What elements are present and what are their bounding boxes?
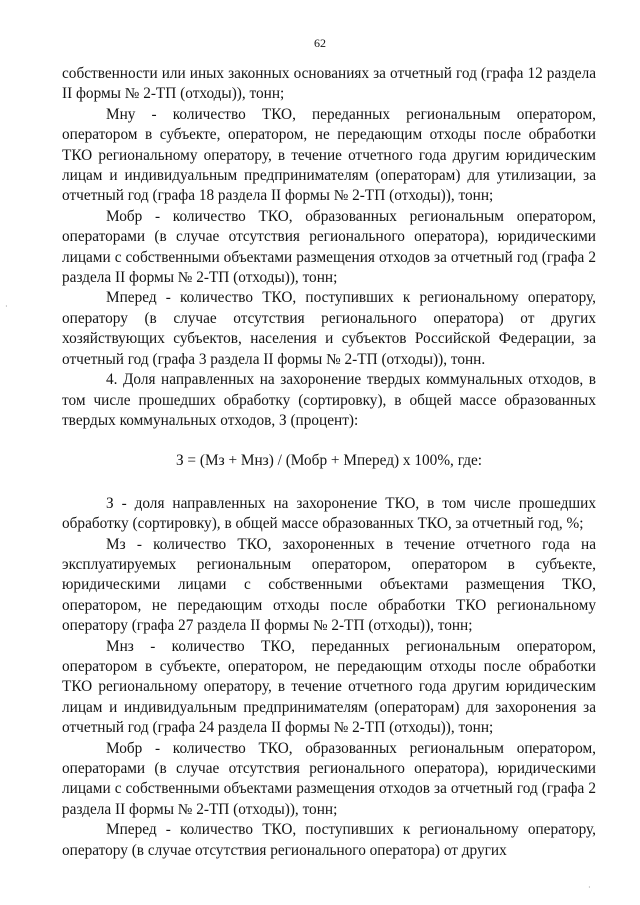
paragraph-mnz-definition: Мнз - количество ТКО, переданных региональным оператором, оператором в субъекте, оператором, не передающим отходы после обработки ТКО региональному оператору, в течение отчетного года другим юридическим лицам и индивидуальным предпринимателям (операторам) для захоронения за отчетный год (графа 24 раздела II формы № 2-ТП (отходы)), тонн;: [62, 637, 596, 737]
paragraph-mobr-definition-2: Мобр - количество ТКО, образованных региональным оператором, операторами (в случае отсутствия регионального оператора), юридическими лицами с собственными объектами размещения отходов за отчетный год (графа 2 раздела II формы № 2-ТП (отходы)), тонн;: [62, 739, 596, 818]
page-number: 62: [314, 36, 326, 50]
paragraph-continuation: собственности или иных законных основаниях за отчетный год (графа 12 раздела II формы № 2-ТП (отходы)), тонн;: [62, 65, 596, 103]
paragraph-mnu-definition: Мну - количество ТКО, переданных региональным оператором, оператором в субъекте, оператором, не передающим отходы после обработки ТКО региональному оператору, в течение отчетного года другим юридическим лицам и индивидуальным предпринимателям (операторам) для утилизации, за отчетный год (графа 18 раздела II формы № 2-ТП (отходы)), тонн;: [62, 105, 596, 205]
document-body: [62, 64, 596, 861]
paragraph-mz-definition: Мз - количество ТКО, захороненных в течение отчетного года на эксплуатируемых региональным оператором, оператором в субъекте, юридическими лицами с собственными объектами размещения ТКО, оператором, не передающим отходы после обработки ТКО региональному оператору (графа 27 раздела II формы № 2-ТП (отходы)), тонн;: [62, 535, 596, 635]
scan-margin-mark: ·: [5, 302, 8, 311]
scan-margin-mark: ·: [588, 883, 591, 892]
formula: З = (Мз + Мнз) / (Мобр + Мперед) х 100%, где:: [175, 452, 483, 470]
paragraph-mpered-definition: Мперед - количество ТКО, поступивших к региональному оператору, оператору (в случае отсутствия регионального оператора) от других хозяйствующих субъектов, населения и субъектов Российской Федерации, за отчетный год (графа 3 раздела II формы № 2-ТП (отходы)), тонн.: [62, 289, 596, 368]
paragraph-section-4-heading: 4. Доля направленных на захоронение твердых коммунальных отходов, в том числе прошедших обработку (сортировку), в общей массе образованных твердых коммунальных отходов, З (процент):: [62, 371, 596, 429]
paragraph-mpered-definition-2: Мперед - количество ТКО, поступивших к региональному оператору, оператору (в случае отсутствия регионального оператора) от других: [62, 821, 596, 859]
paragraph-mobr-definition: Мобр - количество ТКО, образованных региональным оператором, операторами (в случае отсутствия регионального оператора), юридическими лицами с собственными объектами размещения отходов за отчетный год (графа 2 раздела II формы № 2-ТП (отходы)), тонн;: [62, 207, 596, 287]
paragraph-z-definition: З - доля направленных на захоронение ТКО, в том числе прошедших обработку (сортировку), в общей массе образованных ТКО, за отчетный год, %;: [62, 494, 596, 533]
